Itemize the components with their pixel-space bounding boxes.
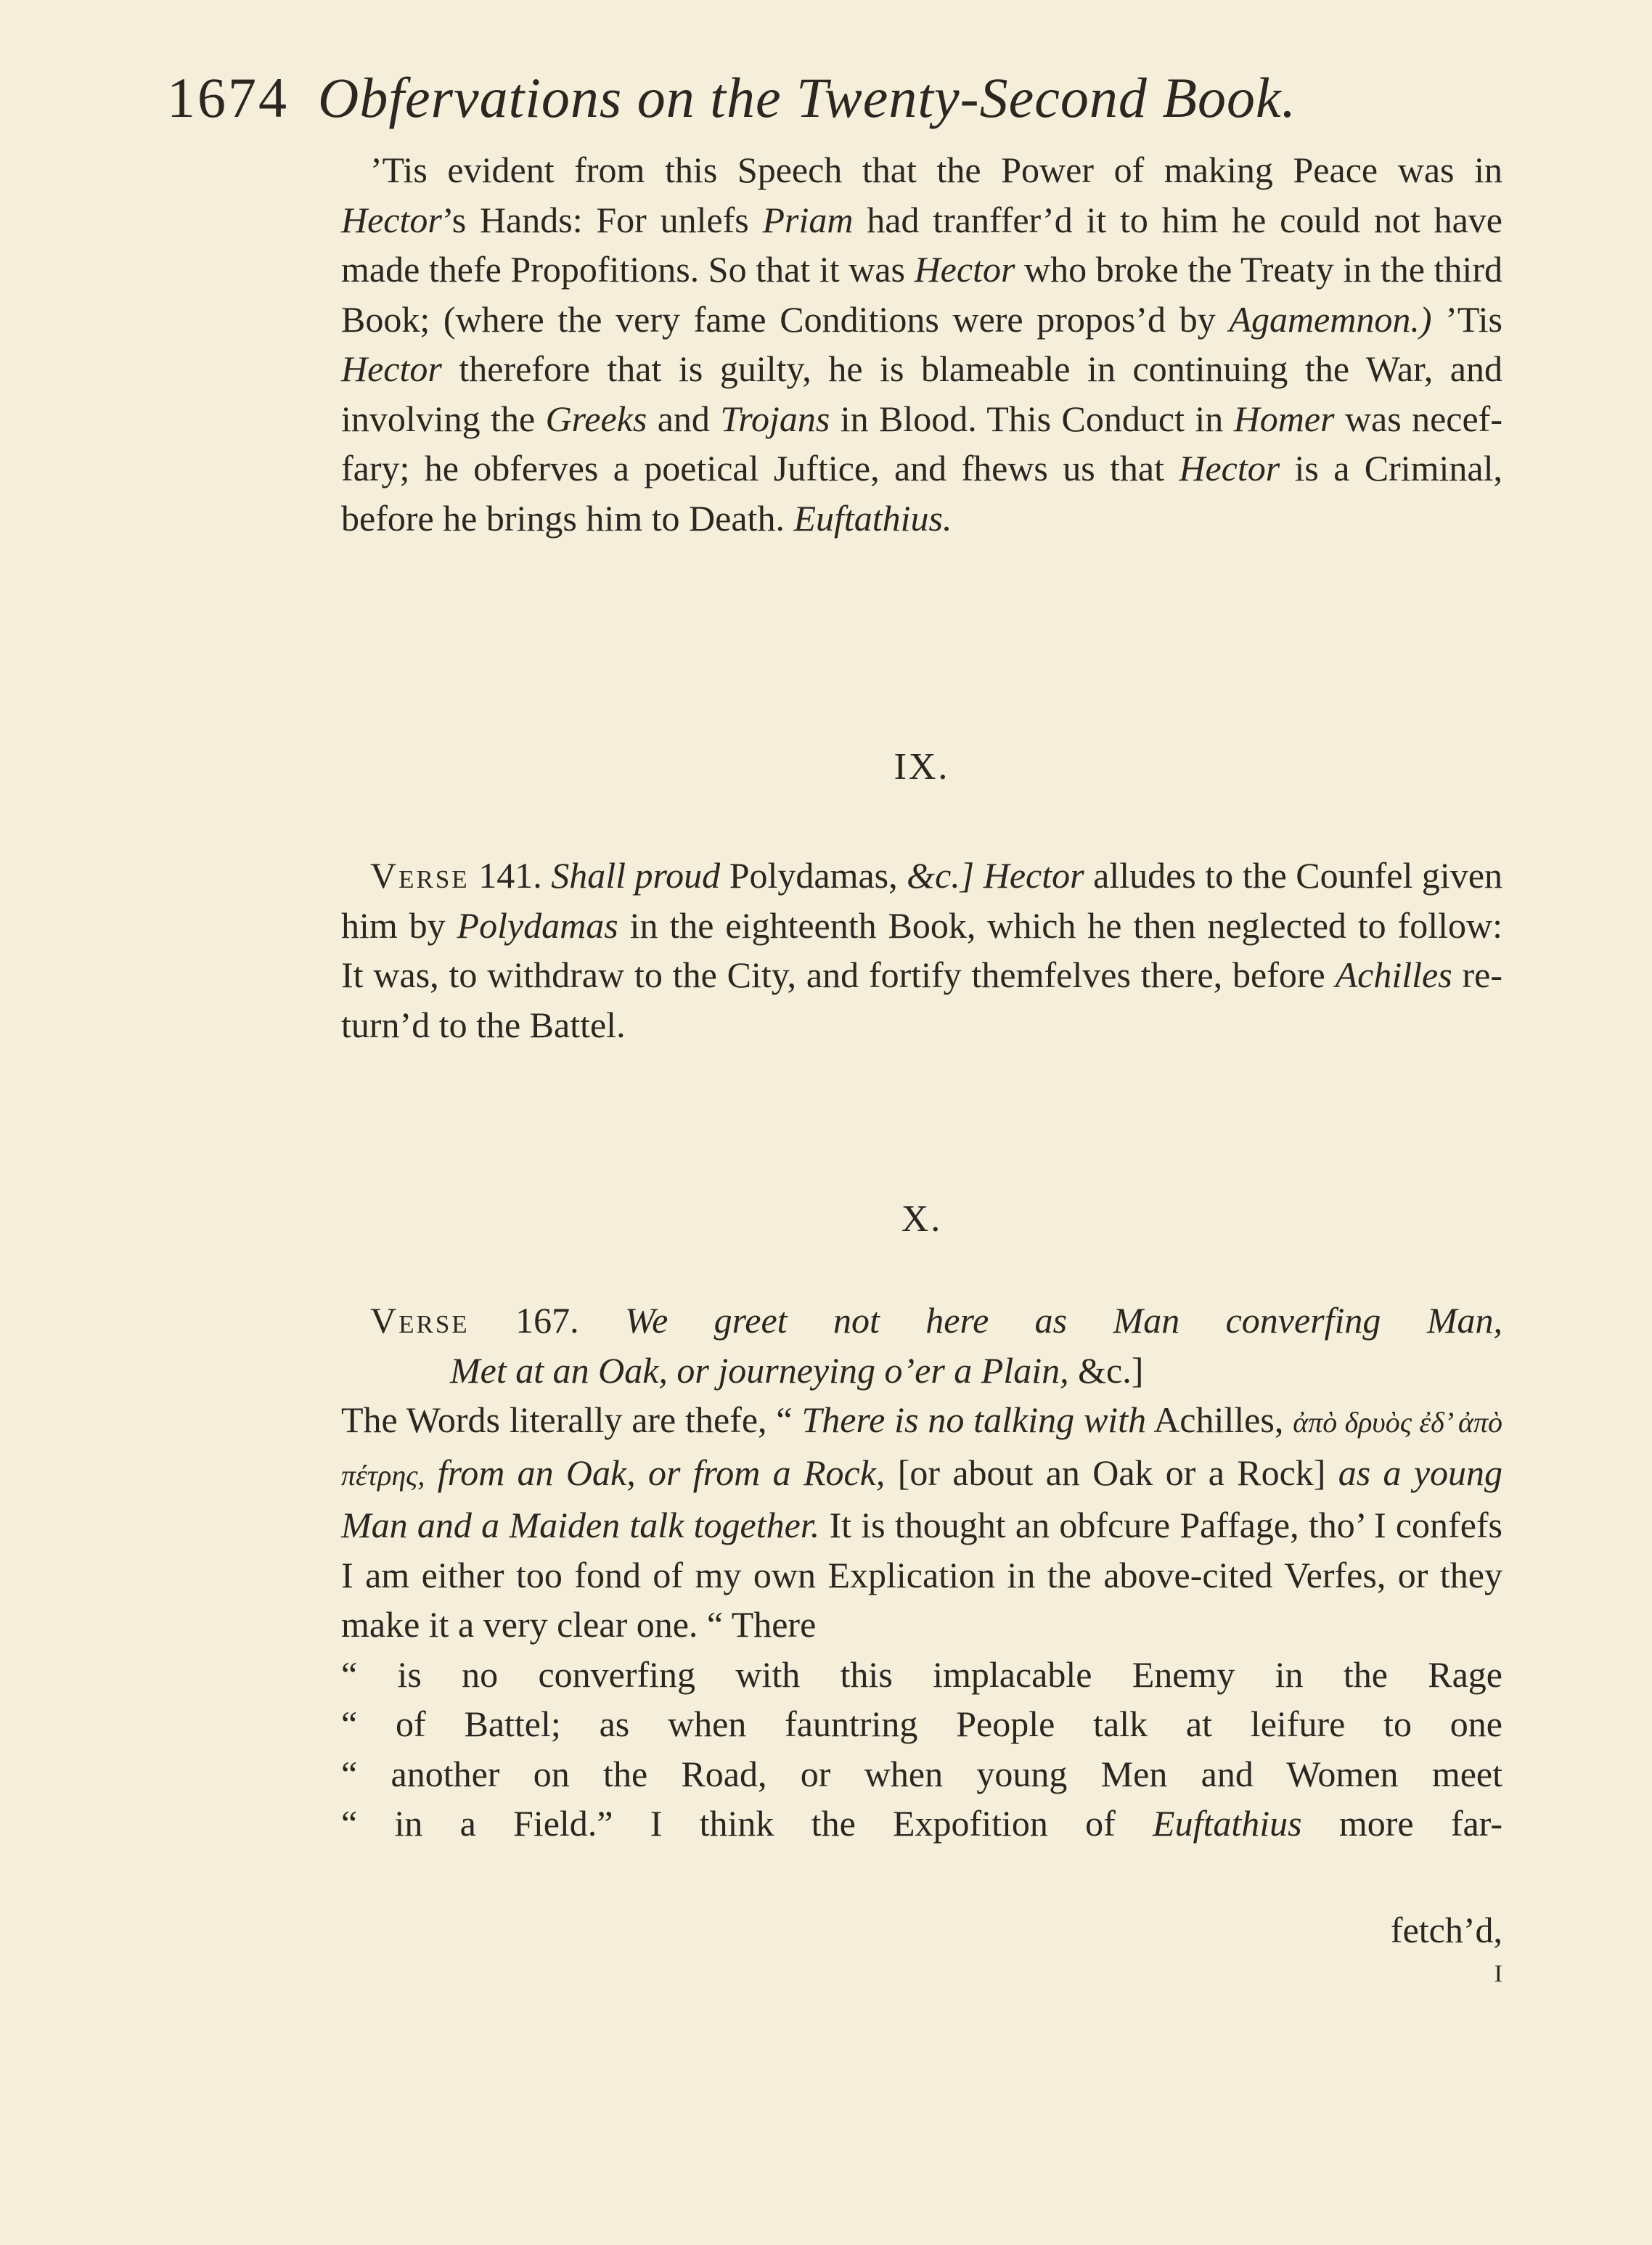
- paragraph-verse-141: Verse 141. Shall proud Polydamas, &c.] Hector alludes to the Counfel given him by Polydamas in the eighteenth Book, which he then neglected to follow: It was, to withdraw to the City, and fortify themfelves there, before Achilles return’d to the Battel.: [341, 855, 1503, 1045]
- paragraph-hector-peace: ’Tis evident from this Speech that the Power of making Peace was in Hector’s Hands: For unlefs Priam had tranffer’d it to him he could not have made thefe Propofitions. So that it was Hector who broke the Treaty in the third Book; (where the very fame Conditions were propos’d by Agamemnon.) ’Tis Hector therefore that is guilty, he is blameable in continuing the War, and involving the Greeks and Trojans in Blood. This Conduct in Homer was neceffary; he obferves a poetical Juftice, and fhews us that Hector is a Criminal, before he brings him to Death. Euftathius.: [341, 150, 1502, 539]
- signature-mark: I: [1494, 1960, 1502, 1987]
- running-title: Obfervations on the Twenty-Second Book.: [318, 66, 1297, 129]
- quote-line-4: “ in a Field.” I think the Expofition of Euftathius more far-: [341, 1803, 1502, 1844]
- commentary-text: The Words literally are thefe, “ There is no talking with Achilles, ἀπὸ δρυὸς ἐδ’ ἀπὸ πέτρης, from an Oak, or from a Rock, [or about an Oak or a Rock] as a young Man and a Maiden talk together. It is thought an obfcure Paffage, tho’ I confefs I am either too fond of my own Explication in the above-cited Verfes, or they make it a very clear one. “ There: [341, 1399, 1503, 1645]
- quote-line-3: “ another on the Road, or when young Men and Women meet: [341, 1753, 1502, 1794]
- paragraph-verse-167: [341, 1296, 1502, 1849]
- verse-label: Verse: [370, 855, 470, 896]
- quote-line-2: “ of Battel; as when fauntring People talk at leifure to one: [341, 1704, 1502, 1744]
- section-heading-x: X.: [901, 1198, 943, 1240]
- lemma-line-2: Met at an Oak, or journeying o’er a Plain, &c.]: [450, 1349, 1144, 1391]
- quote-line-1: “ is no converfing with this implacable Enemy in the Rage: [341, 1653, 1502, 1695]
- greek-quotation: ἀπὸ δρυὸς ἐδ’ ἀπὸ πέτρης,: [341, 1406, 1502, 1492]
- section-heading-ix: IX.: [894, 746, 950, 788]
- lemma-line-1: Verse 167. We greet not here as Man converfing Man,: [370, 1300, 1502, 1341]
- page-header: [167, 58, 1546, 138]
- page-number: 1674: [167, 66, 289, 129]
- catchword: fetch’d,: [1390, 1910, 1502, 1950]
